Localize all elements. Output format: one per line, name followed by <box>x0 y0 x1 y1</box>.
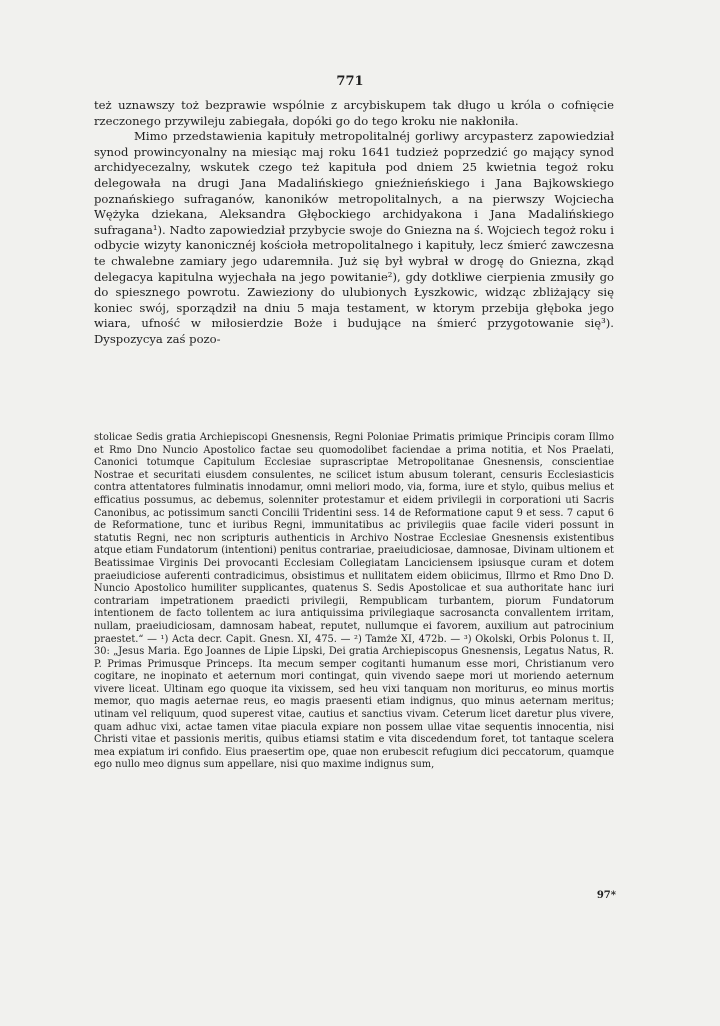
footnote-text: stolicae Sedis gratia Archiepiscopi Gnesnensis, Regni Poloniae Primatis primique Principis coram Illmo et Rmo Dno Nuncio Apostolico factae seu quomodolibet faciendae a prima notitia, et Nos Praelati, Canonici totumque Capitulum Ecclesiae suprascriptae Metropolitanae Gnesnensis, conscientiae Nostrae et securitati eiusdem consulentes, ne scilicet istum abusum tolerant, censuris Ecclesiasticis contra attentatores fulminatis innodamur, omni meliori modo, via, forma, iure et stylo, quibus melius et efficatius possumus, ac debemus, solenniter protestamur et eidem privilegii in corporationi uti Sacris Canonibus, ac potissimum sancti Concilii Tridentini sess. 14 de Reformatione caput 9 et sess. 7 caput 6 de Reformatione, tunc et iuribus Regni, immunitatibus ac privilegiis quae facile videri possunt in statutis Regni, nec non scripturis authenticis in Archivo Nostrae Ecclesiae Gnesnensis existentibus atque etiam Fundatorum (intentioni) penitus contrariae, praeiudiciosae, damnosae, Divinam ultionem et Beatissimae Virginis Dei provocanti Ecclesiam Collegiatam Lanciciensem ipsiusque curam et dotem praeiudiciose auferenti contradicimus, obsistimus et nullitatem eidem obiicimus, Illrmo et Rmo Dno D. Nuncio Apostolico humiliter supplicantes, quatenus S. Sedis Apostolicae et sua authoritate hanc iuri contrariam impetrationem praedicti privilegii, Rempublicam turbantem, piorum Fundatorum intentionem de facto tollentem ac iura antiquissima privilegiaque sacrosancta convallentem irritam, nullam, praeiudiciosam, damnosam habeat, reputet, nullumque ei favorem, auxilium aut patrocinium praestet.“ — ¹) Acta decr. Capit. Gnesn. XI, 475. — ²) Tamże XI, 472b. — ³) Okolski, Orbis Polonus t. II, 30: „Jesus Maria. Ego Joannes de Lipie Lipski, Dei gratia Archiepiscopus Gnesnensis, Legatus Natus, R. P. Primas Primusque Princeps. Ita mecum semper cogitanti humanum esse mori, Christianum vero cogitare, ne inopinato et aeternum mori contingat, quin vivendo saepe mori ut moriendo aeternum vivere liceat. Ultinam ego quoque ita vixissem, sed heu vixi tanquam non moriturus, eo minus mortis memor, quo magis aeternae reus, eo magis praesenti etiam indignus, quo minus aeternam meritus; utinam vel reliquum, quod superest vitae, cautius et sanctius vivam. Ceterum licet daretur plus vivere, quam adhuc vixi, actae tamen vitae piacula expiare non possem ullae vitae sequentis innocentia, nisi Christi vitae et passionis meritis, quibus etiamsi statim e vita discedendum foret, tot tantaque scelera mea expiatum iri confido. Eius praesertim ope, quae non erubescit refugium dici peccatorum, quamque ego nullo meo dignus sum appellare, nisi quo maxime indignus sum, <box>94 432 614 771</box>
paragraph-1: też uznawszy toż bezprawie wspólnie z arcybiskupem tak długo u króla o cofnięcie rzeczonego przywileju zabiegała, dopóki go do tego kroku nie nakłoniła. <box>94 98 614 128</box>
footnotes-block <box>94 432 614 772</box>
paragraph-2: Mimo przedstawienia kapituły metropolitalnéj gorliwy arcypasterz zapowiedział synod prowincyonalny na miesiąc maj roku 1641 tudzież poprzedzić go mający synod archidyecezalny, wskutek czego też kapituła pod dniem 25 kwietnia tegoż roku delegowała na drugi Jana Madalińskiego gnieźnieńskiego i Jana Bajkowskiego poznańskiego sufraganów, kanoników metropolitalnych, a na pierwszy Wojciecha Wężyka dziekana, Aleksandra Głębockiego archidyakona i Jana Madalińskiego sufragana¹). Nadto zapowiedział przybycie swoje do Gniezna na ś. Wojciech tegoż roku i odbycie wizyty kanonicznéj kościoła metropolitalnego i kapituły, lecz śmierć zawczesna te chwalebne zamiary jego udaremniła. Już się był wybrał w drogę do Gniezna, zkąd delegacya kapitulna wyjechała na jego powitanie²), gdy dotkliwe cierpienia zmusiły go do spiesznego powrotu. Zawieziony do ulubionych Łyszkowic, widząc zbliżający się koniec swój, sporządził na dniu 5 maja testament, w ktorym przebija głęboka jego wiara, ufność w miłosierdzie Boże i budujące na śmierć przygotowanie się³). Dyspozycya zaś pozo- <box>94 129 614 346</box>
main-text-body <box>94 98 614 348</box>
page-number: 771 <box>336 74 364 89</box>
signature-mark: 97* <box>596 890 616 901</box>
